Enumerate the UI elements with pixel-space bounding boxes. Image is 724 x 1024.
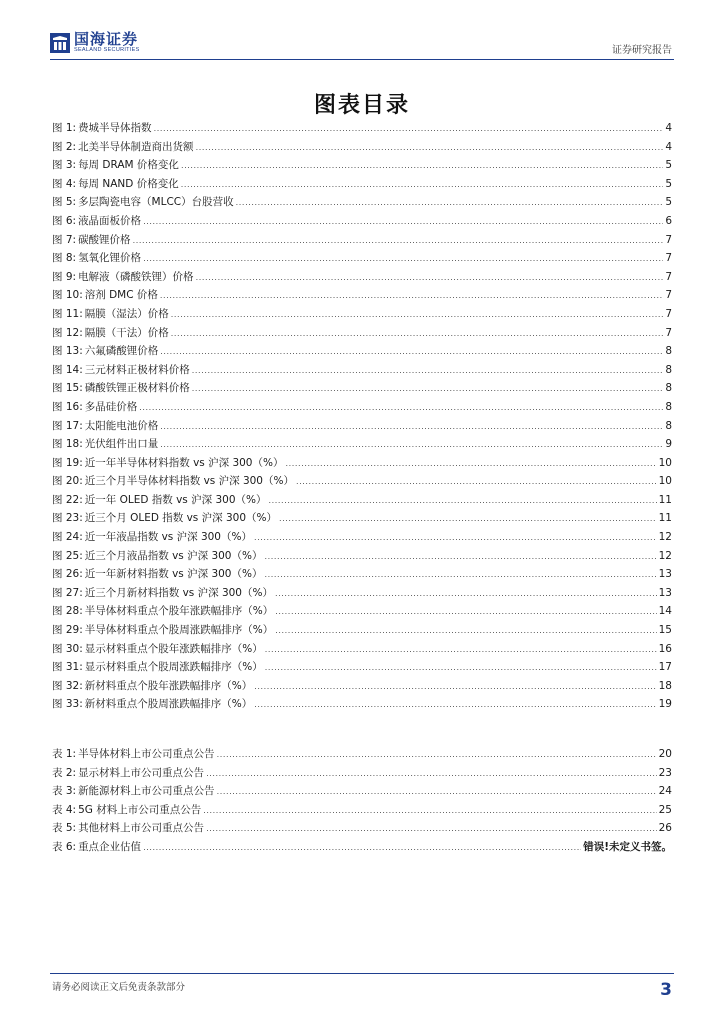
entry-title: 碳酸锂价格 bbox=[78, 233, 131, 246]
page-title: 图表目录 bbox=[313, 93, 410, 118]
entry-label: 图 4: bbox=[52, 177, 77, 190]
entry-label: 图 30: bbox=[52, 642, 83, 655]
entry-label: 图 29: bbox=[52, 624, 83, 637]
dot-leader bbox=[285, 457, 656, 469]
entry-page: 13 bbox=[658, 568, 672, 581]
figure-toc-entry[interactable] bbox=[52, 306, 672, 325]
entry-title: 显示材料上市公司重点公告 bbox=[78, 766, 205, 779]
entry-page: 5 bbox=[665, 159, 672, 172]
entry-page: 23 bbox=[658, 766, 672, 779]
figure-toc-entry[interactable] bbox=[52, 585, 672, 604]
figure-toc-entry[interactable] bbox=[52, 696, 672, 715]
entry-title: 近一年半导体材料指数 vs 沪深 300（%） bbox=[84, 456, 284, 469]
dot-leader bbox=[181, 159, 663, 171]
entry-page: 6 bbox=[665, 214, 672, 227]
figure-toc-entry[interactable] bbox=[52, 176, 672, 195]
dot-leader bbox=[236, 196, 664, 208]
entry-label: 图 31: bbox=[52, 661, 83, 674]
figure-toc-entry[interactable] bbox=[52, 548, 672, 567]
entry-label: 图 24: bbox=[52, 531, 83, 544]
entry-title: 近三个月 OLED 指数 vs 沪深 300（%） bbox=[84, 512, 277, 525]
entry-title: 半导体材料重点个股年涨跌幅排序（%） bbox=[84, 605, 274, 618]
table-toc-entry[interactable] bbox=[52, 746, 672, 765]
entry-title: 六氟磷酸锂价格 bbox=[84, 345, 159, 358]
dot-leader bbox=[206, 767, 657, 779]
entry-page: 18 bbox=[658, 679, 672, 692]
entry-title: 电解液（磷酸铁锂）价格 bbox=[78, 270, 194, 283]
entry-label: 表 4: bbox=[52, 803, 77, 816]
entry-label: 图 10: bbox=[52, 289, 83, 302]
entry-title: 近一年 OLED 指数 vs 沪深 300（%） bbox=[84, 493, 267, 506]
entry-title: 新材料重点个股周涨跌幅排序（%） bbox=[84, 698, 253, 711]
dot-leader bbox=[217, 785, 657, 797]
entry-page: 5 bbox=[665, 177, 672, 190]
entry-title: 近三个月半导体材料指数 vs 沪深 300（%） bbox=[84, 475, 294, 488]
entry-label: 图 20: bbox=[52, 475, 83, 488]
dot-leader bbox=[192, 364, 664, 376]
entry-label: 图 27: bbox=[52, 586, 83, 599]
entry-title: 多层陶瓷电容（MLCC）台股营收 bbox=[78, 196, 234, 209]
figure-toc-entry[interactable] bbox=[52, 510, 672, 529]
entry-page: 25 bbox=[658, 803, 672, 816]
entry-title: 近三个月新材料指数 vs 沪深 300（%） bbox=[84, 586, 273, 599]
dot-leader bbox=[160, 289, 663, 301]
entry-label: 图 6: bbox=[52, 214, 77, 227]
entry-label: 图 14: bbox=[52, 363, 83, 376]
entry-label: 图 25: bbox=[52, 549, 83, 562]
table-toc-entry[interactable] bbox=[52, 765, 672, 784]
entry-label: 图 32: bbox=[52, 679, 83, 692]
figure-toc-entry[interactable] bbox=[52, 287, 672, 306]
entry-label: 表 6: bbox=[52, 840, 77, 853]
dot-leader bbox=[279, 512, 657, 524]
entry-page: 4 bbox=[665, 140, 672, 153]
figure-toc-entry[interactable] bbox=[52, 492, 672, 511]
entry-page: 10 bbox=[658, 456, 672, 469]
dot-leader bbox=[154, 122, 664, 134]
page-header bbox=[50, 30, 674, 57]
dot-leader bbox=[217, 748, 657, 760]
disclaimer-note: 请务必阅读正文后免责条款部分 bbox=[52, 982, 186, 993]
dot-leader bbox=[254, 531, 657, 543]
header-divider bbox=[50, 59, 674, 60]
entry-page: 12 bbox=[658, 549, 672, 562]
dot-leader bbox=[268, 494, 656, 506]
figure-toc-entry[interactable] bbox=[52, 157, 672, 176]
figure-toc-entry[interactable] bbox=[52, 455, 672, 474]
entry-page: 9 bbox=[665, 438, 672, 451]
figure-toc-entry[interactable] bbox=[52, 603, 672, 622]
entry-title: 半导体材料上市公司重点公告 bbox=[78, 748, 215, 760]
entry-page: 8 bbox=[665, 363, 672, 376]
figure-toc-entry[interactable] bbox=[52, 659, 672, 678]
dot-leader bbox=[254, 680, 656, 692]
entry-title: 其他材料上市公司重点公告 bbox=[78, 822, 205, 835]
dot-leader bbox=[171, 327, 664, 339]
entry-label: 图 15: bbox=[52, 382, 83, 395]
figure-toc-entry[interactable] bbox=[52, 232, 672, 251]
report-type-label: 证券研究报告 bbox=[612, 45, 672, 56]
entry-page: 4 bbox=[665, 122, 672, 134]
entry-label: 图 19: bbox=[52, 456, 83, 469]
dot-leader bbox=[264, 568, 656, 580]
entry-title: 磷酸铁锂正极材料价格 bbox=[84, 382, 190, 395]
dot-leader bbox=[275, 605, 656, 617]
dot-leader bbox=[160, 345, 663, 357]
figure-toc-entry[interactable] bbox=[52, 622, 672, 641]
dot-leader bbox=[264, 550, 656, 562]
entry-label: 图 5: bbox=[52, 196, 77, 209]
entry-title: 显示材料重点个股年涨跌幅排序（%） bbox=[84, 642, 263, 655]
figure-toc-entry[interactable] bbox=[52, 399, 672, 418]
entry-title: 北美半导体制造商出货额 bbox=[78, 140, 194, 153]
dot-leader bbox=[143, 841, 581, 853]
entry-page: 12 bbox=[658, 531, 672, 544]
table-list bbox=[52, 746, 672, 858]
dot-leader bbox=[139, 401, 663, 413]
table-toc-entry[interactable] bbox=[52, 802, 672, 821]
entry-page: 15 bbox=[658, 624, 672, 637]
table-toc-entry[interactable] bbox=[52, 820, 672, 839]
dot-leader bbox=[203, 804, 656, 816]
dot-leader bbox=[296, 475, 657, 487]
entry-label: 表 5: bbox=[52, 822, 77, 835]
dot-leader bbox=[160, 420, 663, 432]
logo-chinese-name: 国海证券 bbox=[74, 30, 139, 49]
entry-title: 隔膜（干法）价格 bbox=[84, 326, 169, 339]
logo-english-name: SEALAND SECURITIES bbox=[74, 47, 140, 54]
figure-toc-entry[interactable] bbox=[52, 529, 672, 548]
entry-title: 三元材料正极材料价格 bbox=[84, 363, 190, 376]
entry-page: 7 bbox=[665, 252, 672, 265]
dot-leader bbox=[171, 308, 664, 320]
entry-label: 图 12: bbox=[52, 326, 83, 339]
dot-leader bbox=[192, 382, 664, 394]
entry-page: 5 bbox=[665, 196, 672, 209]
entry-label: 图 28: bbox=[52, 605, 83, 618]
entry-title: 溶剂 DMC 价格 bbox=[84, 289, 158, 302]
figure-toc-entry[interactable] bbox=[52, 269, 672, 288]
company-logo bbox=[50, 30, 140, 56]
dot-leader bbox=[254, 698, 656, 710]
entry-title: 费城半导体指数 bbox=[78, 122, 152, 134]
entry-page: 11 bbox=[658, 493, 672, 506]
figure-toc-entry[interactable] bbox=[52, 566, 672, 585]
entry-page: 7 bbox=[665, 289, 672, 302]
figure-toc-entry[interactable] bbox=[52, 436, 672, 455]
entry-page: 10 bbox=[658, 475, 672, 488]
entry-title: 每周 DRAM 价格变化 bbox=[78, 159, 179, 172]
entry-label: 图 26: bbox=[52, 568, 83, 581]
entry-title: 显示材料重点个股周涨跌幅排序（%） bbox=[84, 661, 263, 674]
figure-toc-entry[interactable] bbox=[52, 362, 672, 381]
entry-page: 8 bbox=[665, 400, 672, 413]
entry-label: 表 2: bbox=[52, 766, 77, 779]
entry-label: 表 1: bbox=[52, 748, 77, 760]
entry-page: 11 bbox=[658, 512, 672, 525]
entry-label: 表 3: bbox=[52, 785, 77, 798]
dot-leader bbox=[143, 215, 663, 227]
figure-toc-entry[interactable] bbox=[52, 213, 672, 232]
dot-leader bbox=[265, 643, 657, 655]
entry-label: 图 16: bbox=[52, 400, 83, 413]
figure-toc-entry[interactable] bbox=[52, 343, 672, 362]
entry-page: 7 bbox=[665, 326, 672, 339]
figure-toc-entry[interactable] bbox=[52, 678, 672, 697]
entry-title: 液晶面板价格 bbox=[78, 214, 142, 227]
logo-mark-icon bbox=[50, 33, 70, 53]
figure-toc-entry[interactable] bbox=[52, 325, 672, 344]
entry-page: 19 bbox=[658, 698, 672, 711]
dot-leader bbox=[275, 587, 657, 599]
figure-toc-entry[interactable] bbox=[52, 250, 672, 269]
dot-leader bbox=[143, 252, 663, 264]
entry-title: 近一年新材料指数 vs 沪深 300（%） bbox=[84, 568, 263, 581]
entry-label: 图 7: bbox=[52, 233, 77, 246]
dot-leader bbox=[196, 271, 664, 283]
entry-label: 图 3: bbox=[52, 159, 77, 172]
figure-toc-entry[interactable] bbox=[52, 120, 672, 139]
entry-title: 新能源材料上市公司重点公告 bbox=[78, 785, 215, 798]
dot-leader bbox=[275, 624, 656, 636]
figure-toc-entry[interactable] bbox=[52, 139, 672, 158]
dot-leader bbox=[265, 661, 657, 673]
entry-page: 13 bbox=[658, 586, 672, 599]
entry-label: 图 9: bbox=[52, 270, 77, 283]
entry-page: 7 bbox=[665, 270, 672, 283]
entry-label: 图 11: bbox=[52, 307, 83, 320]
entry-title: 5G 材料上市公司重点公告 bbox=[78, 803, 202, 816]
entry-label: 图 8: bbox=[52, 252, 77, 265]
dot-leader bbox=[181, 178, 664, 190]
entry-label: 图 2: bbox=[52, 140, 77, 153]
entry-label: 图 23: bbox=[52, 512, 83, 525]
entry-label: 图 13: bbox=[52, 345, 83, 358]
entry-title: 半导体材料重点个股周涨跌幅排序（%） bbox=[84, 624, 274, 637]
figure-toc-entry[interactable] bbox=[52, 194, 672, 213]
entry-page: 8 bbox=[665, 382, 672, 395]
entry-label: 图 33: bbox=[52, 698, 83, 711]
figure-toc-entry[interactable] bbox=[52, 418, 672, 437]
figure-toc-entry[interactable] bbox=[52, 473, 672, 492]
dot-leader bbox=[133, 234, 664, 246]
figure-list bbox=[52, 120, 672, 715]
entry-page: 7 bbox=[665, 233, 672, 246]
page-number: 3 bbox=[660, 980, 672, 1000]
entry-page: 错误!未定义书签。 bbox=[583, 840, 672, 853]
entry-title: 隔膜（湿法）价格 bbox=[84, 307, 169, 320]
entry-page: 8 bbox=[665, 345, 672, 358]
entry-page: 20 bbox=[658, 748, 672, 760]
entry-page: 17 bbox=[658, 661, 672, 674]
entry-title: 重点企业估值 bbox=[78, 840, 142, 853]
entry-label: 图 1: bbox=[52, 122, 77, 134]
entry-page: 14 bbox=[658, 605, 672, 618]
entry-label: 图 18: bbox=[52, 438, 83, 451]
entry-title: 光伏组件出口量 bbox=[84, 438, 159, 451]
entry-title: 多晶硅价格 bbox=[84, 400, 138, 413]
dot-leader bbox=[160, 438, 663, 450]
entry-title: 新材料重点个股年涨跌幅排序（%） bbox=[84, 679, 253, 692]
dot-leader bbox=[206, 822, 657, 834]
footer-divider bbox=[50, 973, 674, 974]
entry-title: 近一年液晶指数 vs 沪深 300（%） bbox=[84, 531, 252, 544]
table-toc-entry[interactable] bbox=[52, 783, 672, 802]
entry-label: 图 17: bbox=[52, 419, 83, 432]
entry-page: 7 bbox=[665, 307, 672, 320]
figure-toc-entry[interactable] bbox=[52, 380, 672, 399]
entry-title: 近三个月液晶指数 vs 沪深 300（%） bbox=[84, 549, 263, 562]
entry-page: 24 bbox=[658, 785, 672, 798]
table-toc-entry[interactable] bbox=[52, 839, 672, 858]
figure-toc-entry[interactable] bbox=[52, 641, 672, 660]
entry-page: 16 bbox=[658, 642, 672, 655]
entry-title: 氢氧化锂价格 bbox=[78, 252, 142, 265]
entry-title: 太阳能电池价格 bbox=[84, 419, 159, 432]
entry-page: 26 bbox=[658, 822, 672, 835]
entry-label: 图 22: bbox=[52, 493, 83, 506]
entry-title: 每周 NAND 价格变化 bbox=[78, 177, 179, 190]
dot-leader bbox=[196, 141, 664, 153]
entry-page: 8 bbox=[665, 419, 672, 432]
